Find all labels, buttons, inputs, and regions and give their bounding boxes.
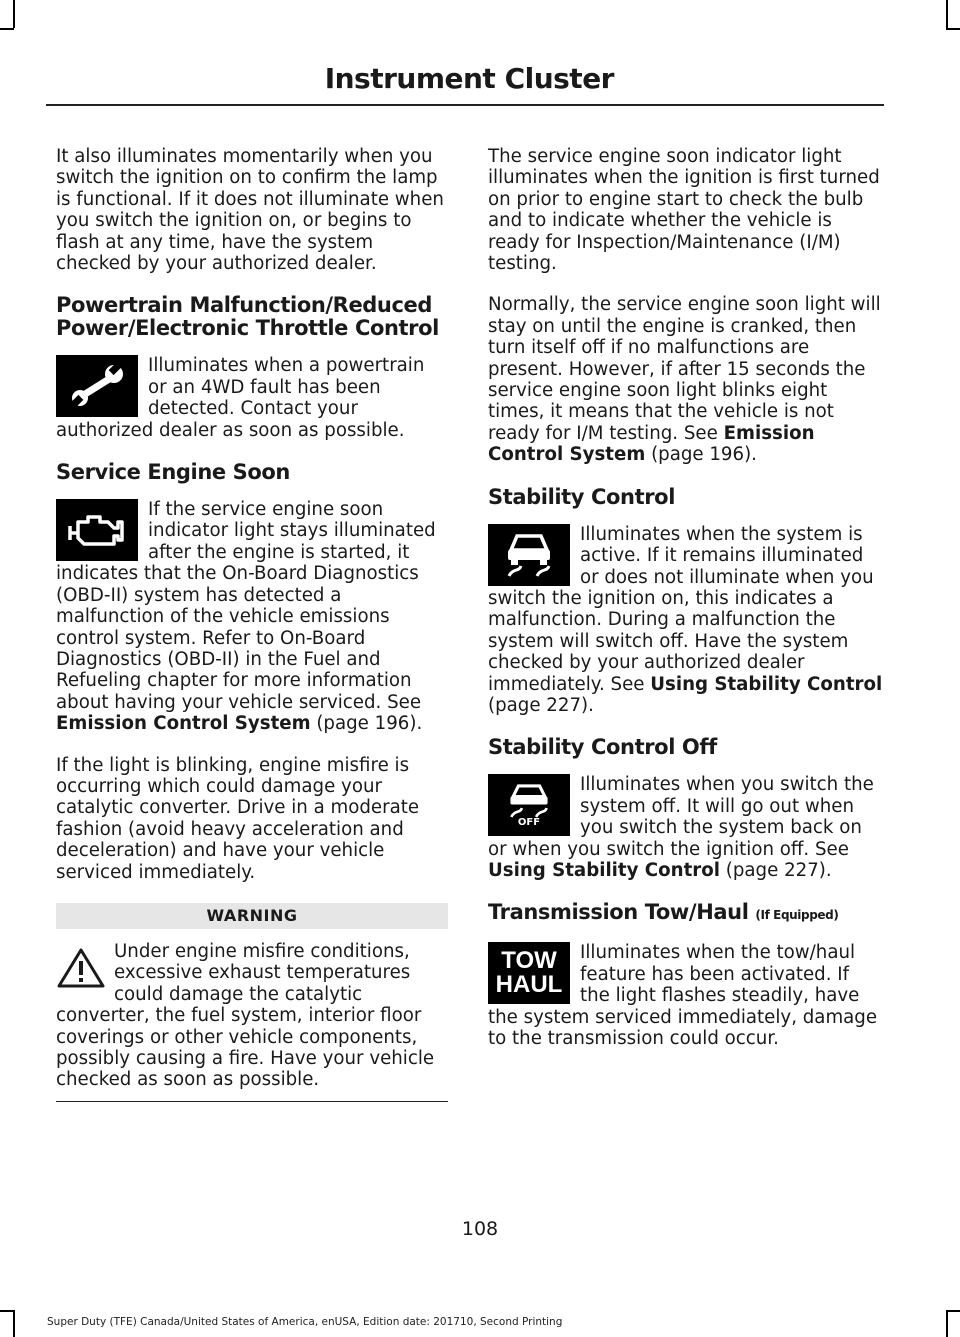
right-paragraph-2-page: (page 196). [645,444,757,466]
crop-mark [946,0,948,28]
warning-text: Under engine misfire conditions, excessive exhaust temperatures could damage the catalytic converter, the fuel system, interior floor coverings or other vehicle components, possibly causing a fire. Have your vehicle checked as soon as possible. [56,940,435,1091]
engine-heading: Service Engine Soon [56,460,290,485]
stability-heading: Stability Control [488,484,676,509]
powertrain-section [56,355,448,441]
engine-text: If the service engine soon indicator light stays illuminated after the engine is started, it indicates that the On-Board Diagnostics (OBD-II) system has detected a malfunction of the vehicle emissions control system. Refer to On-Board Diagnostics (OBD-II) in the Fuel and Refueling chapter for more information about having your vehicle serviced. See [56,499,436,713]
tow-haul-section [488,942,883,1049]
stability-off-text: Illuminates when you switch the system off. It will go out when you switch the system back on or when you switch the ignition off. See [488,774,874,860]
engine-text-2: If the light is blinking, engine misfire is occurring which could damage your catalytic converter. Drive in a moderate fashion (avoid heavy acceleration and deceleration) and have your vehicle serviced immediately. [56,754,420,883]
stability-off-section [488,774,883,881]
crop-mark [946,1310,948,1337]
right-paragraph-2-text: Normally, the service engine soon light will stay on until the engine is cranked, then turn itself off if no malfunctions are present. However, if after 15 seconds the service engine soon light blinks eight times, it means that the vehicle is not ready for I/M testing. See [488,294,881,444]
warning-triangle-icon [56,947,106,989]
edition-footer: Super Duty (TFE) Canada/United States of America, enUSA, Edition date: 201710, Second Printing [47,1316,563,1328]
using-stability-control-link-2[interactable]: Using Stability Control [488,859,720,881]
tow-haul-icon-line2: HAUL [495,971,563,999]
page-number: 108 [461,1218,499,1240]
crop-mark [13,1310,15,1337]
right-column [488,146,883,1069]
page-title: Instrument Cluster [324,62,614,95]
stability-off-page-ref: (page 227). [719,859,832,881]
title-rule [46,104,884,106]
tow-haul-heading-text: Transmission Tow/Haul [488,900,749,925]
warning-block [56,941,448,1091]
emission-control-link[interactable]: Emission Control System [56,713,311,735]
stability-section [488,524,883,717]
stability-control-icon [488,524,570,586]
stability-page-ref: (page 227). [488,694,594,716]
stability-text: Illuminates when the system is active. If it remains illuminated or does not illuminate when you switch the ignition on, this indicates a malfunction. During a malfunction the system will switch off. Have the system checked by your authorized dealer immediately. See [488,523,874,695]
warning-rule [56,1101,448,1103]
wrench-icon [56,355,138,417]
crop-mark [946,1310,960,1312]
crop-mark [0,1310,14,1312]
stability-off-icon-label: OFF [517,816,541,828]
crop-mark [13,0,15,28]
check-engine-icon [56,499,138,561]
tow-haul-qualifier: (If Equipped) [755,908,839,923]
intro-paragraph: It also illuminates momentarily when you switch the ignition on to confirm the lamp is functional. If it does not illuminate when you switch the ignition on, or begins to flash at any time, have the system checked by your authorized dealer. [56,146,444,275]
emission-control-link-2[interactable]: Emission Control System [488,422,815,466]
engine-page-ref: (page 196). [310,713,423,735]
stability-off-heading: Stability Control Off [488,735,717,760]
using-stability-control-link[interactable]: Using Stability Control [650,673,883,695]
tow-haul-heading [488,901,883,927]
crop-mark [0,28,14,30]
right-paragraph-1: The service engine soon indicator light illuminates when the ignition is first turned on prior to engine start to check the bulb and to indicate whether the vehicle is ready for Inspection/Maintenance (I/M) testing. [488,146,880,275]
left-column [56,146,448,1102]
tow-haul-icon [488,942,570,1004]
engine-section [56,499,448,734]
crop-mark [946,28,960,30]
tow-haul-icon-line1: TOW [501,947,557,975]
powertrain-heading: Powertrain Malfunction/Reduced Power/Electronic Throttle Control [56,293,439,341]
powertrain-text: Illuminates when a powertrain or an 4WD fault has been detected. Contact your authorized dealer as soon as possible. [56,355,425,441]
right-paragraph-2 [488,294,883,465]
tow-haul-text: Illuminates when the tow/haul feature has been activated. If the light flashes steadily, have the system serviced immediately, damage to the transmission could occur. [488,942,878,1049]
warning-label: WARNING [56,903,448,929]
stability-control-off-icon [488,774,570,836]
